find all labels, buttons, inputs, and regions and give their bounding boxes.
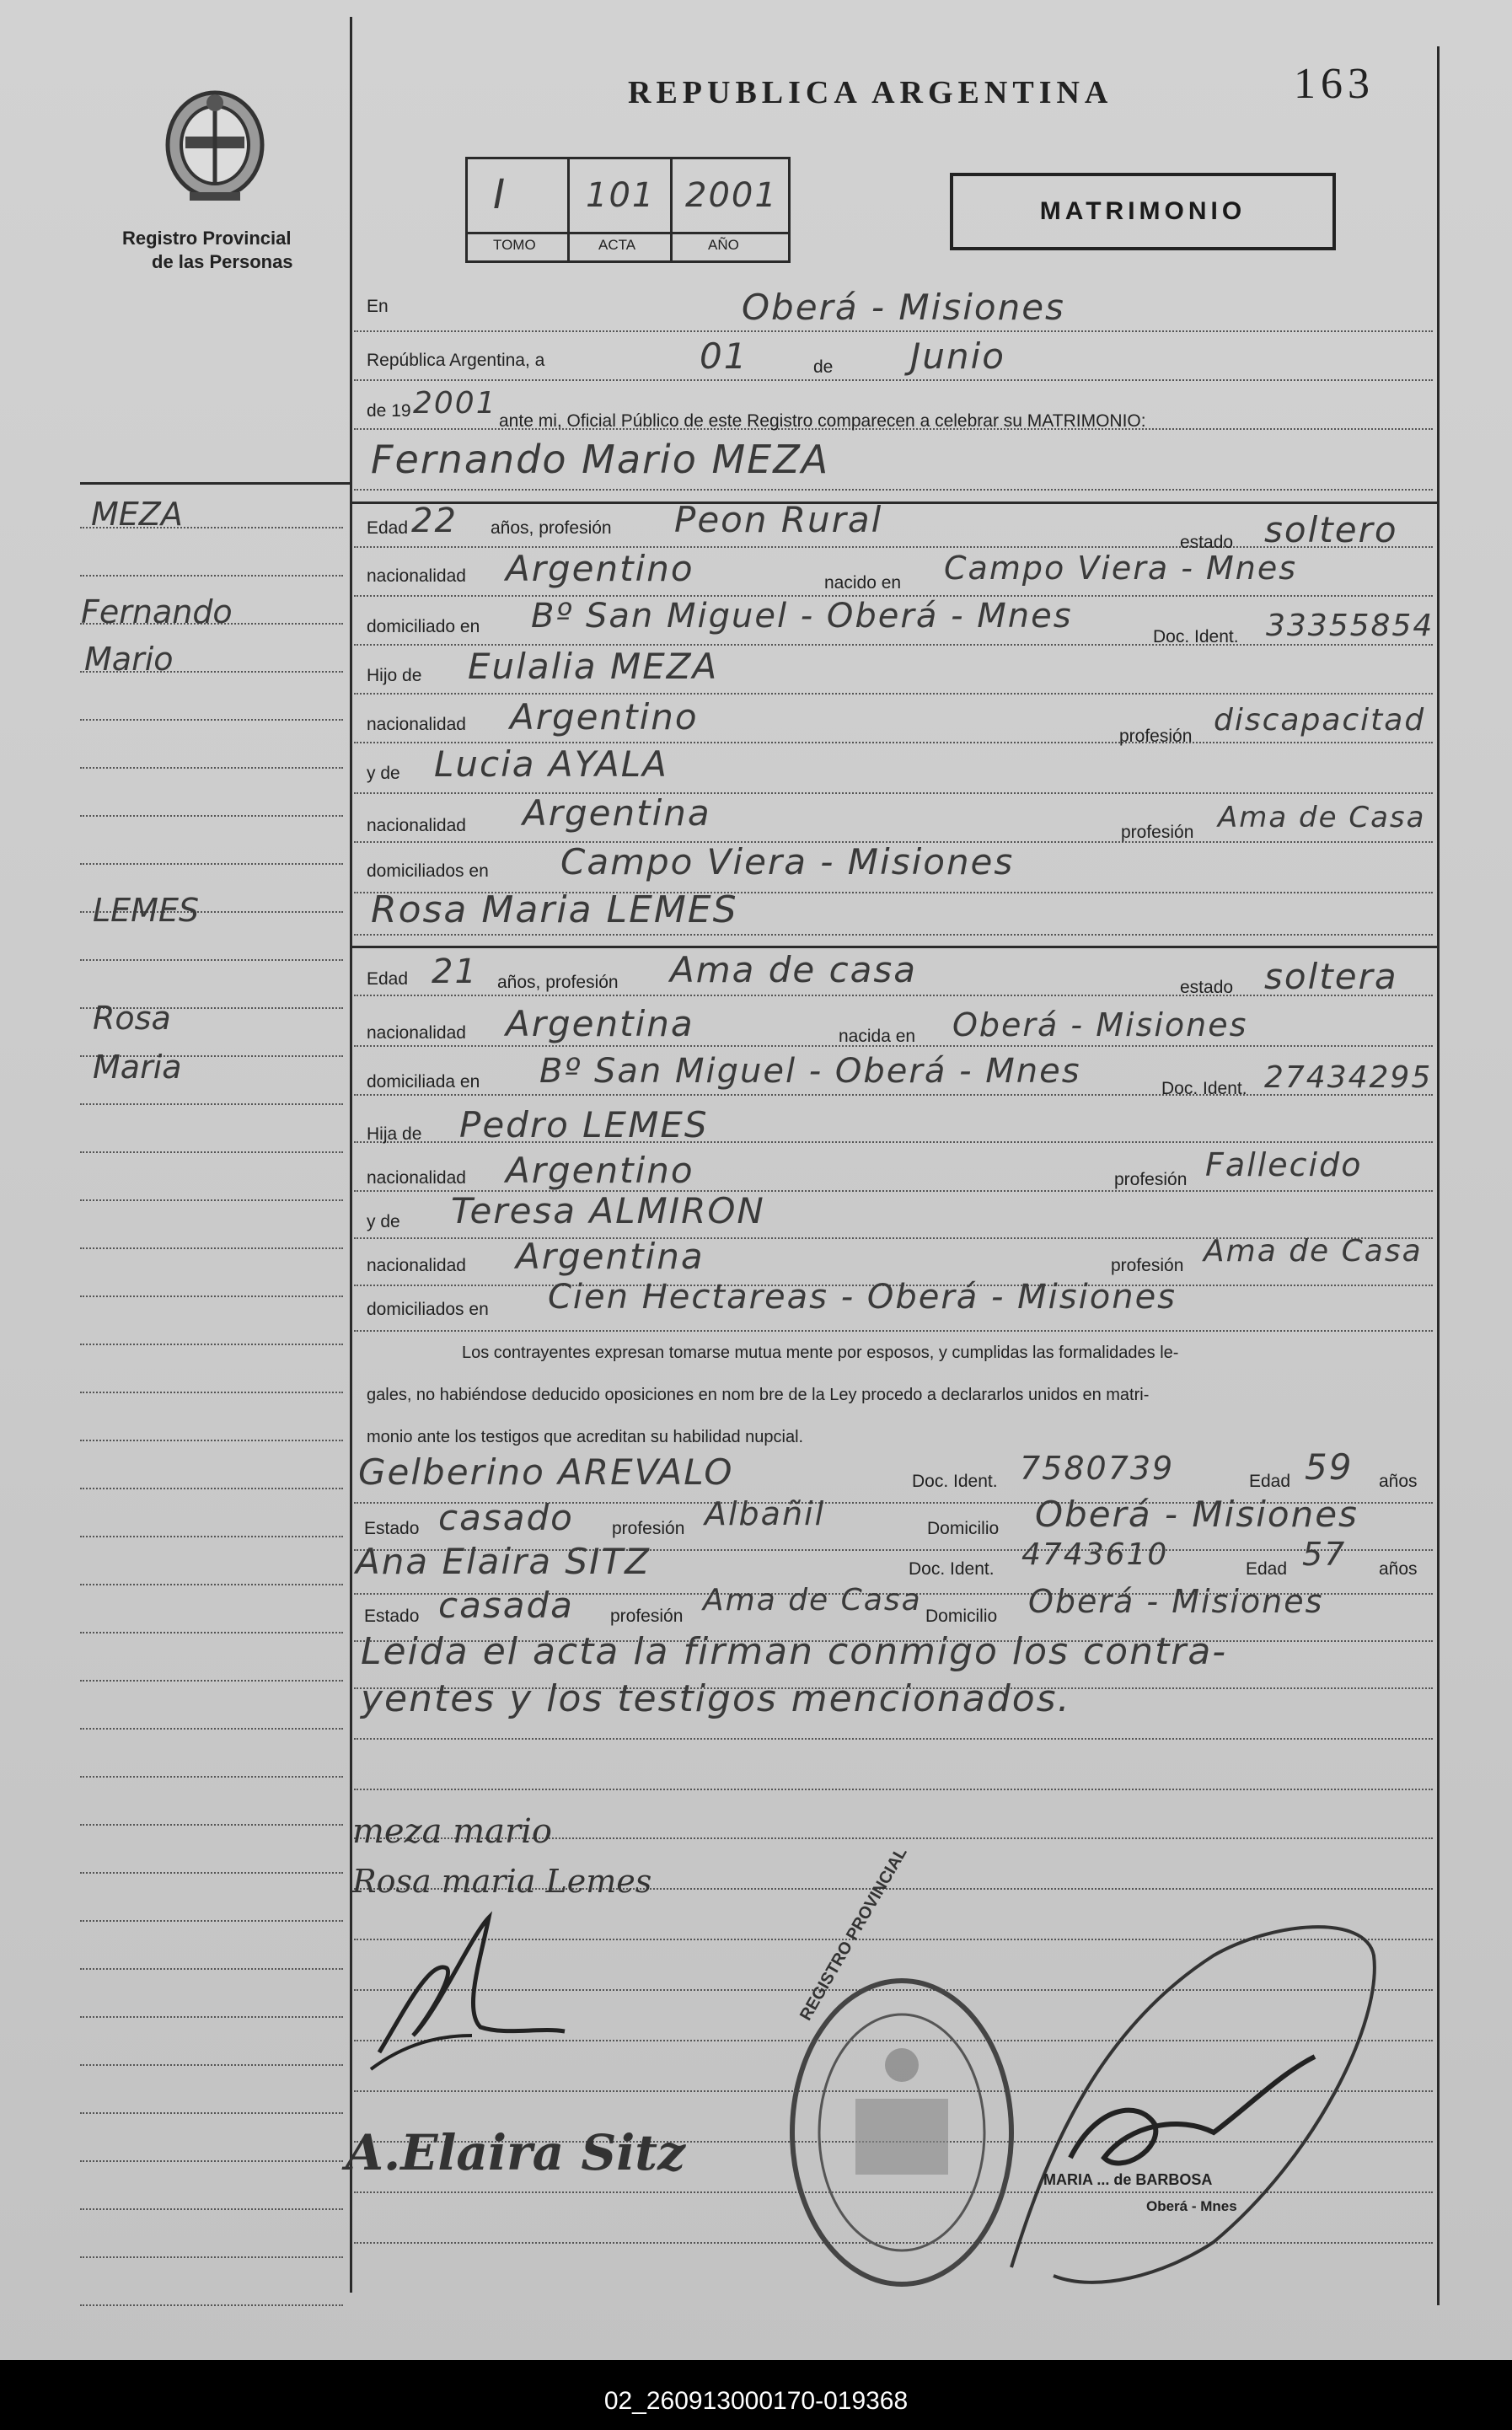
margin-bride-surname: LEMES xyxy=(93,892,200,929)
witness2-civil-status: casada xyxy=(438,1585,574,1626)
bride-full-name: Rosa Maria LEMES xyxy=(371,888,738,931)
body-ruled-line xyxy=(354,693,1433,695)
bride-doc-label: Doc. Ident. xyxy=(1161,1079,1247,1098)
bride-mother-prof-label: profesión xyxy=(1111,1256,1184,1275)
right-border-line xyxy=(1437,46,1440,2305)
month-value: Junio xyxy=(910,335,1005,377)
en-label: En xyxy=(367,297,389,316)
groom-full-name: Fernando Mario MEZA xyxy=(371,437,830,482)
de-label: de xyxy=(813,357,834,377)
witness2-edad-label: Edad xyxy=(1246,1559,1288,1579)
page-number: 163 xyxy=(1294,60,1375,108)
groom-mother-profession: Ama de Casa xyxy=(1218,801,1426,834)
groom-age: 22 xyxy=(411,502,458,540)
bride-born-in: Oberá - Misiones xyxy=(952,1006,1248,1043)
body-ruled-line xyxy=(354,330,1433,332)
margin-ruled-line xyxy=(80,1872,343,1874)
witness2-estado-label: Estado xyxy=(364,1607,420,1626)
margin-ruled-line xyxy=(80,1151,343,1153)
bride-nacionalidad-label: nacionalidad xyxy=(367,1023,466,1043)
groom-profesion-label: años, profesión xyxy=(491,518,612,538)
groom-mother: Lucia AYALA xyxy=(434,743,668,785)
bride-edad-label: Edad xyxy=(367,969,409,989)
officer-title: Oberá - Mnes xyxy=(1146,2198,1237,2214)
officer-signature xyxy=(995,1905,1399,2301)
margin-ruled-line xyxy=(80,1632,343,1633)
margin-ruled-line xyxy=(80,863,343,865)
body-ruled-line xyxy=(354,934,1433,936)
groom-address: Bº San Miguel - Oberá - Mnes xyxy=(531,597,1073,636)
groom-father-prof-label: profesión xyxy=(1119,727,1193,746)
margin-ruled-line xyxy=(80,2160,343,2162)
bride-father-nationality: Argentino xyxy=(506,1150,694,1191)
body-ruled-line xyxy=(354,1789,1433,1790)
margin-ruled-line xyxy=(80,1295,343,1297)
groom-parents-address: Campo Viera - Misiones xyxy=(560,841,1015,882)
groom-estado-label: estado xyxy=(1180,533,1234,552)
bride-profession: Ama de casa xyxy=(670,949,918,990)
groom-section-line xyxy=(350,502,1437,504)
header-separator-left xyxy=(80,482,350,485)
margin-ruled-line xyxy=(80,575,343,577)
witness1-edad-label: Edad xyxy=(1249,1472,1291,1491)
bride-civil-status: soltera xyxy=(1264,956,1398,997)
declaration-line2: gales, no habiéndose deducido oposiciones en nom bre de la Ley procedo a declararlos unidos en matri- xyxy=(367,1386,1150,1404)
bride-address: Bº San Miguel - Oberá - Mnes xyxy=(539,1052,1081,1091)
witness2-anos-label: años xyxy=(1379,1559,1418,1579)
groom-mother-nationality: Argentina xyxy=(523,792,711,834)
witness1-name: Gelberino AREVALO xyxy=(358,1451,734,1493)
margin-ruled-line xyxy=(80,1584,343,1585)
witness2-doc-label: Doc. Ident. xyxy=(909,1559,995,1579)
bride-yde-label: y de xyxy=(367,1212,400,1231)
bride-mother-nac-label: nacionalidad xyxy=(367,1256,466,1275)
witness1-estado-label: Estado xyxy=(364,1519,420,1538)
body-ruled-line xyxy=(354,1738,1433,1740)
republica-label: República Argentina, a xyxy=(367,351,545,370)
bride-father-prof-label: profesión xyxy=(1114,1170,1188,1189)
witness2-name: Ana Elaira SITZ xyxy=(356,1541,651,1582)
act-reference-box xyxy=(465,157,791,263)
acta-label: ACTA xyxy=(598,237,636,253)
groom-edad-label: Edad xyxy=(367,518,409,538)
margin-ruled-line xyxy=(80,1199,343,1201)
margin-groom-name1: Fernando xyxy=(81,593,233,630)
groom-father-profession: discapacitad xyxy=(1214,703,1426,738)
witness2-signature: A.Elaira Sitz xyxy=(346,2124,686,2181)
closing-line1: Leida el acta la firman conmigo los contra- xyxy=(361,1630,1228,1673)
registry-name-line2: de las Personas xyxy=(152,251,293,272)
bride-father-nac-label: nacionalidad xyxy=(367,1168,466,1188)
closing-line2: yentes y los testigos mencionados. xyxy=(361,1677,1071,1720)
margin-ruled-line xyxy=(80,2208,343,2210)
margin-ruled-line xyxy=(80,815,343,817)
groom-doc: 33355854 xyxy=(1266,609,1434,643)
groom-profession: Peon Rural xyxy=(674,499,883,540)
margin-ruled-line xyxy=(80,767,343,769)
bride-mother: Teresa ALMIRON xyxy=(451,1190,765,1231)
year-prefix-label: de 19 xyxy=(367,401,411,421)
tomo-label: TOMO xyxy=(493,237,536,253)
margin-ruled-line xyxy=(80,1247,343,1249)
groom-nacido-label: nacido en xyxy=(824,573,902,593)
margin-bride-name2: Maria xyxy=(93,1049,182,1086)
groom-father-nationality: Argentino xyxy=(510,696,699,738)
ante-text: ante mi, Oficial Público de este Registro comparecen a celebrar su MATRIMONIO: xyxy=(499,411,1146,431)
margin-ruled-line xyxy=(80,1680,343,1682)
bride-father: Pedro LEMES xyxy=(459,1104,709,1145)
witness1-prof-label: profesión xyxy=(612,1519,685,1538)
day-value: 01 xyxy=(700,335,748,377)
margin-ruled-line xyxy=(80,719,343,721)
witness2-profession: Ama de Casa xyxy=(703,1583,922,1617)
margin-ruled-line xyxy=(80,1728,343,1730)
bride-mother-nationality: Argentina xyxy=(516,1236,705,1277)
year-value: 2001 xyxy=(413,386,497,421)
groom-doc-label: Doc. Ident. xyxy=(1153,627,1239,646)
scan-caption: 02_260913000170-019368 xyxy=(603,2387,909,2415)
coat-of-arms-icon xyxy=(160,84,270,207)
bride-hija-label: Hija de xyxy=(367,1124,422,1144)
groom-civil-status: soltero xyxy=(1264,509,1398,550)
witness1-signature xyxy=(354,1909,573,2078)
margin-ruled-line xyxy=(80,1920,343,1922)
groom-mother-nac-label: nacionalidad xyxy=(367,816,466,835)
witness2-prof-label: profesión xyxy=(610,1607,684,1626)
groom-yde-label: y de xyxy=(367,764,400,783)
declaration-line1: Los contrayentes expresan tomarse mutua mente por esposos, y cumplidas las formalidades le- xyxy=(462,1344,1179,1362)
bride-nacida-label: nacida en xyxy=(839,1027,916,1046)
bride-mother-profession: Ama de Casa xyxy=(1204,1234,1423,1269)
ano-label: AÑO xyxy=(708,237,739,253)
officer-name: MARIA ... de BARBOSA xyxy=(1043,2171,1213,2188)
witness2-doc: 4743610 xyxy=(1021,1537,1169,1572)
margin-ruled-line xyxy=(80,2304,343,2306)
act-type-box xyxy=(950,173,1336,250)
margin-ruled-line xyxy=(80,2016,343,2018)
witness1-civil-status: casado xyxy=(438,1497,574,1538)
margin-ruled-line xyxy=(80,1536,343,1537)
place-value: Oberá - Misiones xyxy=(742,287,1065,328)
bride-parents-dom-label: domiciliados en xyxy=(367,1300,489,1319)
margin-groom-name2: Mario xyxy=(84,641,174,678)
margin-ruled-line xyxy=(80,1440,343,1441)
bride-age: 21 xyxy=(432,952,478,991)
margin-groom-surname: MEZA xyxy=(91,496,183,533)
acta-value: 101 xyxy=(586,176,656,215)
body-ruled-line xyxy=(354,489,1433,491)
declaration-line3: monio ante los testigos que acreditan su habilidad nupcial. xyxy=(367,1428,804,1446)
groom-born-in: Campo Viera - Mnes xyxy=(944,550,1298,587)
bride-estado-label: estado xyxy=(1180,978,1234,997)
bride-section-line xyxy=(350,946,1437,948)
groom-nationality: Argentino xyxy=(506,548,694,589)
bride-doc: 27434295 xyxy=(1264,1060,1433,1095)
country-title: REPUBLICA ARGENTINA xyxy=(628,75,1113,110)
witness2-domicilio-label: Domicilio xyxy=(925,1607,998,1626)
margin-ruled-line xyxy=(80,1968,343,1970)
seal-text: REGISTRO PROVINCIAL xyxy=(796,1843,911,2024)
groom-mother-prof-label: profesión xyxy=(1121,823,1194,842)
witness2-address: Oberá - Misiones xyxy=(1028,1583,1324,1620)
witness1-age: 59 xyxy=(1305,1446,1354,1488)
ano-value: 2001 xyxy=(685,176,778,215)
body-ruled-line xyxy=(354,1330,1433,1332)
margin-ruled-line xyxy=(80,2112,343,2114)
body-ruled-line xyxy=(354,379,1433,381)
margin-ruled-line xyxy=(80,1824,343,1826)
witness1-doc-label: Doc. Ident. xyxy=(912,1472,998,1491)
groom-father: Eulalia MEZA xyxy=(468,646,719,687)
groom-signature: meza mario xyxy=(352,1812,553,1851)
witness1-anos-label: años xyxy=(1379,1472,1418,1491)
margin-ruled-line xyxy=(80,2064,343,2066)
margin-ruled-line xyxy=(80,1392,343,1393)
witness1-address: Oberá - Misiones xyxy=(1035,1494,1359,1535)
act-type-label: MATRIMONIO xyxy=(1039,197,1247,225)
groom-parents-dom-label: domiciliados en xyxy=(367,861,489,881)
witness1-doc: 7580739 xyxy=(1020,1450,1175,1487)
tomo-value: I xyxy=(493,171,507,218)
bride-profesion-label: años, profesión xyxy=(497,973,619,992)
bride-signature: Rosa maria Lemes xyxy=(352,1863,652,1900)
bride-parents-address: Cien Hectareas - Oberá - Misiones xyxy=(548,1278,1177,1317)
witness2-age: 57 xyxy=(1302,1536,1347,1573)
witness1-domicilio-label: Domicilio xyxy=(927,1519,1000,1538)
margin-ruled-line xyxy=(80,1776,343,1778)
groom-nacionalidad-label: nacionalidad xyxy=(367,566,466,586)
bride-nationality: Argentina xyxy=(506,1003,694,1044)
witness1-profession: Albañil xyxy=(705,1495,826,1532)
margin-bride-name1: Rosa xyxy=(93,1000,171,1037)
groom-domiciliado-label: domiciliado en xyxy=(367,617,480,636)
registry-name-line1: Registro Provincial xyxy=(122,228,292,249)
left-border-line xyxy=(350,17,352,2293)
margin-ruled-line xyxy=(80,959,343,961)
margin-ruled-line xyxy=(80,1488,343,1489)
groom-hijo-label: Hijo de xyxy=(367,666,422,685)
margin-ruled-line xyxy=(80,2256,343,2258)
body-ruled-line xyxy=(354,792,1433,794)
margin-ruled-line xyxy=(80,1344,343,1345)
margin-ruled-line xyxy=(80,1103,343,1105)
bride-domiciliada-label: domiciliada en xyxy=(367,1072,480,1092)
bride-father-profession: Fallecido xyxy=(1205,1146,1363,1183)
groom-father-nac-label: nacionalidad xyxy=(367,715,466,734)
